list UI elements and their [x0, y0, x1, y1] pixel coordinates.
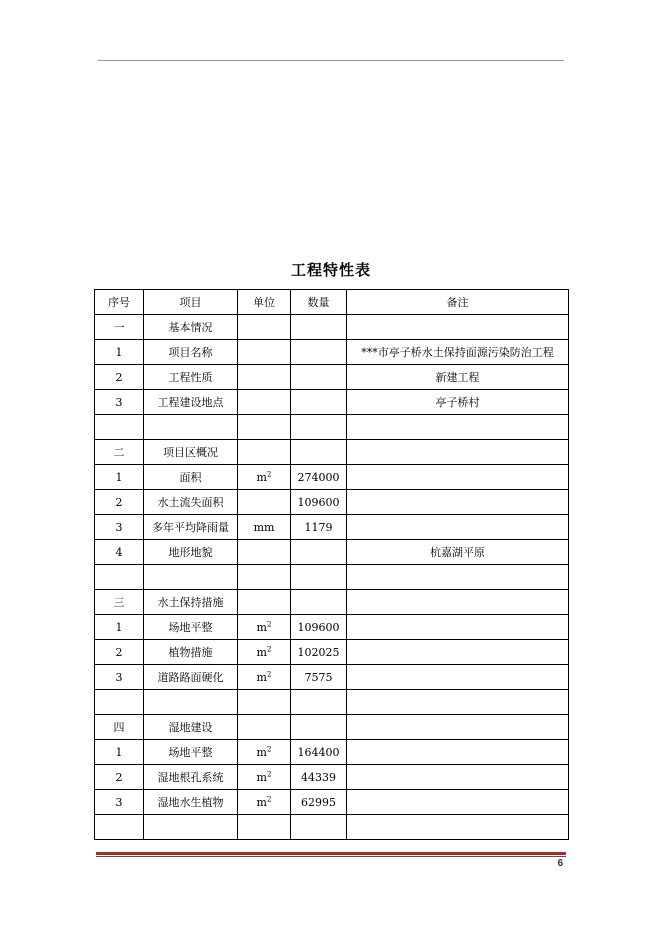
cell-qty: 44339 [291, 765, 347, 790]
header-cell-item: 项目 [144, 290, 238, 315]
cell-note: 杭嘉湖平原 [347, 540, 569, 565]
cell-qty [291, 365, 347, 390]
cell-note [347, 690, 569, 715]
cell-note [347, 765, 569, 790]
cell-unit [238, 490, 291, 515]
table-row [95, 465, 569, 490]
cell-unit [238, 740, 291, 765]
cell-note [347, 490, 569, 515]
cell-item: 多年平均降雨量 [144, 515, 238, 540]
unit-superscript: 2 [266, 769, 272, 778]
page-number: 6 [557, 858, 563, 869]
unit-superscript: 2 [266, 744, 272, 753]
cell-unit [238, 640, 291, 665]
cell-item: 基本情况 [144, 315, 238, 340]
cell-unit [238, 440, 291, 465]
cell-qty [291, 565, 347, 590]
cell-note [347, 640, 569, 665]
table-row [95, 590, 569, 615]
cell-no: 四 [95, 715, 144, 740]
cell-no: 3 [95, 390, 144, 415]
cell-no: 3 [95, 790, 144, 815]
cell-unit [238, 615, 291, 640]
cell-qty [291, 715, 347, 740]
cell-qty [291, 340, 347, 365]
cell-item: 水土保持措施 [144, 590, 238, 615]
cell-item: 植物措施 [144, 640, 238, 665]
cell-item: 项目名称 [144, 340, 238, 365]
table-row [95, 515, 569, 540]
cell-qty: 62995 [291, 790, 347, 815]
table-row [95, 415, 569, 440]
cell-note [347, 665, 569, 690]
table-row [95, 315, 569, 340]
table-row [95, 665, 569, 690]
cell-qty: 102025 [291, 640, 347, 665]
cell-qty: 109600 [291, 615, 347, 640]
cell-qty [291, 540, 347, 565]
cell-unit [238, 465, 291, 490]
cell-note: ***市亭子桥水土保持面源污染防治工程 [347, 340, 569, 365]
table-row [95, 615, 569, 640]
cell-no: 3 [95, 665, 144, 690]
cell-unit [238, 715, 291, 740]
cell-no: 1 [95, 340, 144, 365]
cell-no: 2 [95, 365, 144, 390]
cell-qty: 109600 [291, 490, 347, 515]
cell-item: 道路路面硬化 [144, 665, 238, 690]
cell-unit [238, 515, 291, 540]
cell-note [347, 465, 569, 490]
cell-unit [238, 390, 291, 415]
table-row [95, 815, 569, 840]
header-cell-unit: 单位 [238, 290, 291, 315]
header-cell-note: 备注 [347, 290, 569, 315]
table-title: 工程特性表 [290, 261, 371, 279]
table-row [95, 565, 569, 590]
cell-unit [238, 815, 291, 840]
table-row [95, 715, 569, 740]
cell-unit [238, 365, 291, 390]
header-cell-no: 序号 [95, 290, 144, 315]
cell-unit [238, 765, 291, 790]
cell-item: 水土流失面积 [144, 490, 238, 515]
cell-no [95, 815, 144, 840]
cell-note [347, 515, 569, 540]
cell-no: 三 [95, 590, 144, 615]
cell-no: 2 [95, 640, 144, 665]
cell-note [347, 590, 569, 615]
cell-item: 湿地根孔系统 [144, 765, 238, 790]
cell-no: 二 [95, 440, 144, 465]
cell-qty [291, 415, 347, 440]
cell-no: 4 [95, 540, 144, 565]
unit-superscript: 2 [266, 644, 272, 653]
cell-qty: 1179 [291, 515, 347, 540]
cell-item [144, 415, 238, 440]
cell-note [347, 740, 569, 765]
cell-note: 新建工程 [347, 365, 569, 390]
cell-unit [238, 665, 291, 690]
unit-superscript: 2 [266, 794, 272, 803]
cell-qty [291, 590, 347, 615]
unit-text: m [256, 745, 267, 759]
header-cell-qty: 数量 [291, 290, 347, 315]
cell-note [347, 615, 569, 640]
cell-qty [291, 440, 347, 465]
table-header-row [95, 290, 569, 315]
cell-unit [238, 340, 291, 365]
cell-no [95, 690, 144, 715]
cell-no [95, 565, 144, 590]
header-rule [98, 60, 564, 61]
cell-unit [238, 315, 291, 340]
cell-item: 工程建设地点 [144, 390, 238, 415]
cell-no: 3 [95, 515, 144, 540]
table-row [95, 490, 569, 515]
table-row [95, 340, 569, 365]
cell-note [347, 790, 569, 815]
unit-text: m [256, 795, 267, 809]
cell-item: 面积 [144, 465, 238, 490]
cell-item: 湿地水生植物 [144, 790, 238, 815]
cell-unit [238, 565, 291, 590]
table-row [95, 440, 569, 465]
cell-note [347, 715, 569, 740]
cell-no [95, 415, 144, 440]
cell-item [144, 565, 238, 590]
cell-qty [291, 315, 347, 340]
footer-rule-red [96, 852, 566, 855]
cell-qty: 7575 [291, 665, 347, 690]
unit-text: m [256, 645, 267, 659]
cell-qty: 164400 [291, 740, 347, 765]
table-row [95, 640, 569, 665]
cell-no: 2 [95, 490, 144, 515]
cell-no: 2 [95, 765, 144, 790]
cell-no: 1 [95, 740, 144, 765]
unit-text: m [256, 670, 267, 684]
unit-superscript: 2 [266, 669, 272, 678]
cell-qty [291, 815, 347, 840]
cell-no: 1 [95, 465, 144, 490]
unit-text: mm [253, 520, 275, 534]
cell-no: 1 [95, 615, 144, 640]
cell-qty: 274000 [291, 465, 347, 490]
cell-item [144, 815, 238, 840]
cell-item: 场地平整 [144, 740, 238, 765]
cell-unit [238, 690, 291, 715]
table-row [95, 690, 569, 715]
table-row [95, 390, 569, 415]
cell-unit [238, 540, 291, 565]
cell-note [347, 440, 569, 465]
cell-qty [291, 690, 347, 715]
unit-superscript: 2 [266, 469, 272, 478]
cell-item: 工程性质 [144, 365, 238, 390]
cell-item: 地形地貌 [144, 540, 238, 565]
cell-no: 一 [95, 315, 144, 340]
table-row [95, 765, 569, 790]
cell-unit [238, 790, 291, 815]
unit-text: m [256, 620, 267, 634]
cell-note [347, 815, 569, 840]
cell-item: 项目区概况 [144, 440, 238, 465]
cell-item [144, 690, 238, 715]
table-row [95, 790, 569, 815]
cell-qty [291, 390, 347, 415]
cell-note [347, 415, 569, 440]
cell-item: 场地平整 [144, 615, 238, 640]
footer-rule-dark [96, 856, 566, 857]
unit-text: m [256, 470, 267, 484]
spec-table [94, 289, 569, 840]
table-row [95, 740, 569, 765]
cell-unit [238, 415, 291, 440]
cell-note [347, 315, 569, 340]
cell-note: 亭子桥村 [347, 390, 569, 415]
table-row [95, 540, 569, 565]
cell-item: 湿地建设 [144, 715, 238, 740]
table-row [95, 365, 569, 390]
cell-unit [238, 590, 291, 615]
unit-superscript: 2 [266, 619, 272, 628]
cell-note [347, 565, 569, 590]
unit-text: m [256, 770, 267, 784]
